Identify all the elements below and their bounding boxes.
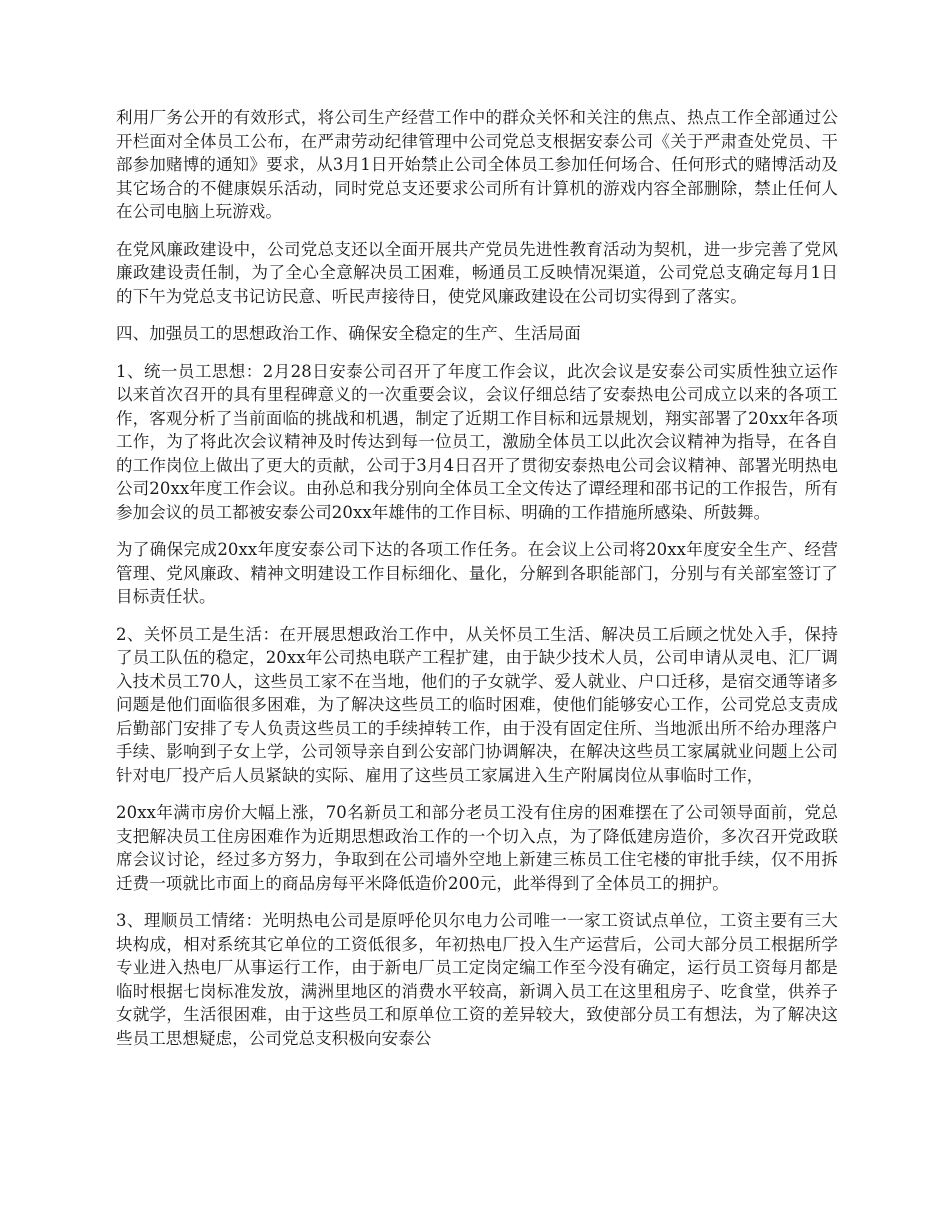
paragraph-care-for-life: 2、关怀员工是生活：在开展思想政治工作中，从关怀员工生活、解决员工后顾之忧处入手，保持了员工队伍的稳定，20xx年公司热电联产工程扩建，由于缺少技术人员，公司申请从灵电、汇厂调入技术员工70人，这些员工家不在当地，他们的子女就学、爱人就业、户口迁移，是宿交通等诸多问题是他们面临很多困难，为了解决这些员工的临时困难，使他们能够安心工作，公司党总支责成后勤部门安排了专人负责这些员工的手续掉转工作，由于没有固定住所、当地派出所不给办理落户手续、影响到子女上学，公司领导亲自到公安部门协调解决，在解决这些员工家属就业问题上公司针对电厂投产后人员紧缺的实际、雇用了这些员工家属进入生产附属岗位从事临时工作， (116, 624, 838, 785)
paragraph-openness-discipline: 利用厂务公开的有效形式，将公司生产经营工作中的群众关怀和关注的焦点、热点工作全部通过公开栏面对全体员工公布，在严肃劳动纪律管理中公司党总支根据安泰公司《关于严肃查处党员、干部参加赌博的通知》要求，从3月1日开始禁止公司全体员工参加任何场合、任何形式的赌博活动及其它场合的不健康娱乐活动，同时党总支还要求公司所有计算机的游戏内容全部删除，禁止任何人在公司电脑上玩游戏。 (116, 108, 838, 221)
paragraph-unify-thinking: 1、统一员工思想：2月28日安泰公司召开了年度工作会议，此次会议是安泰公司实质性独立运作以来首次召开的具有里程碑意义的一次重要会议，会议仔细总结了安泰热电公司成立以来的各项工作，客观分析了当前面临的挑战和机遇，制定了近期工作目标和远景规划，翔实部署了20xx年各项工作，为了将此次会议精神及时传达到每一位员工，激励全体员工以此次会议精神为指导，在各自的工作岗位上做出了更大的贡献，公司于3月4日召开了贯彻安泰热电公司会议精神、部署光明热电公司20xx年度工作会议。由孙总和我分别向全体员工全文传达了谭经理和邵书记的工作报告，所有参加会议的员工都被安泰公司20xx年雄伟的工作目标、明确的工作措施所感染、所鼓舞。 (116, 361, 838, 522)
paragraph-party-integrity: 在党风廉政建设中，公司党总支还以全面开展共产党员先进性教育活动为契机，进一步完善了党风廉政建设责任制，为了全心全意解决员工困难，畅通员工反映情况渠道，公司党总支确定每月1日的下午为党总支书记访民意、听民声接待日，使党风廉政建设在公司切实得到了落实。 (116, 239, 838, 306)
paragraph-target-responsibility: 为了确保完成20xx年度安泰公司下达的各项工作任务。在会议上公司将20xx年度安全生产、经营管理、党风廉政、精神文明建设工作目标细化、量化，分解到各职能部门，分别与有关部室签订了目标责任状。 (116, 540, 838, 606)
paragraph-smooth-emotions: 3、理顺员工情绪：光明热电公司是原呼伦贝尔电力公司唯一一家工资试点单位，工资主要有三大块构成，相对系统其它单位的工资低很多，年初热电厂投入生产运营后，公司大部分员工根据所学专业进入热电厂从事运行工作，由于新电厂员工定岗定编工作至今没有确定，运行员工资每月都是临时根据七岗标准发放，满洲里地区的消费水平较高，新调入员工在这里租房子、吃食堂，供养子女就学，生活很困难，由于这些员工和原单位工资的差异较大，致使部分员工有想法，为了解决这些员工思想疑虑，公司党总支积极向安泰公 (116, 911, 838, 1048)
section-heading-four: 四、加强员工的思想政治工作、确保安全稳定的生产、生活局面 (116, 324, 581, 343)
paragraph-housing: 20xx年满市房价大幅上涨，70名新员工和部分老员工没有住房的困难摆在了公司领导面前，党总支把解决员工住房困难作为近期思想政治工作的一个切入点，为了降低建房造价，多次召开党政联席会议讨论，经过多方努力，争取到在公司墙外空地上新建三栋员工住宅楼的审批手续，仅不用拆迁费一项就比市面上的商品房每平米降低造价200元，此举得到了全体员工的拥护。 (116, 803, 838, 893)
document-body (116, 106, 838, 1064)
